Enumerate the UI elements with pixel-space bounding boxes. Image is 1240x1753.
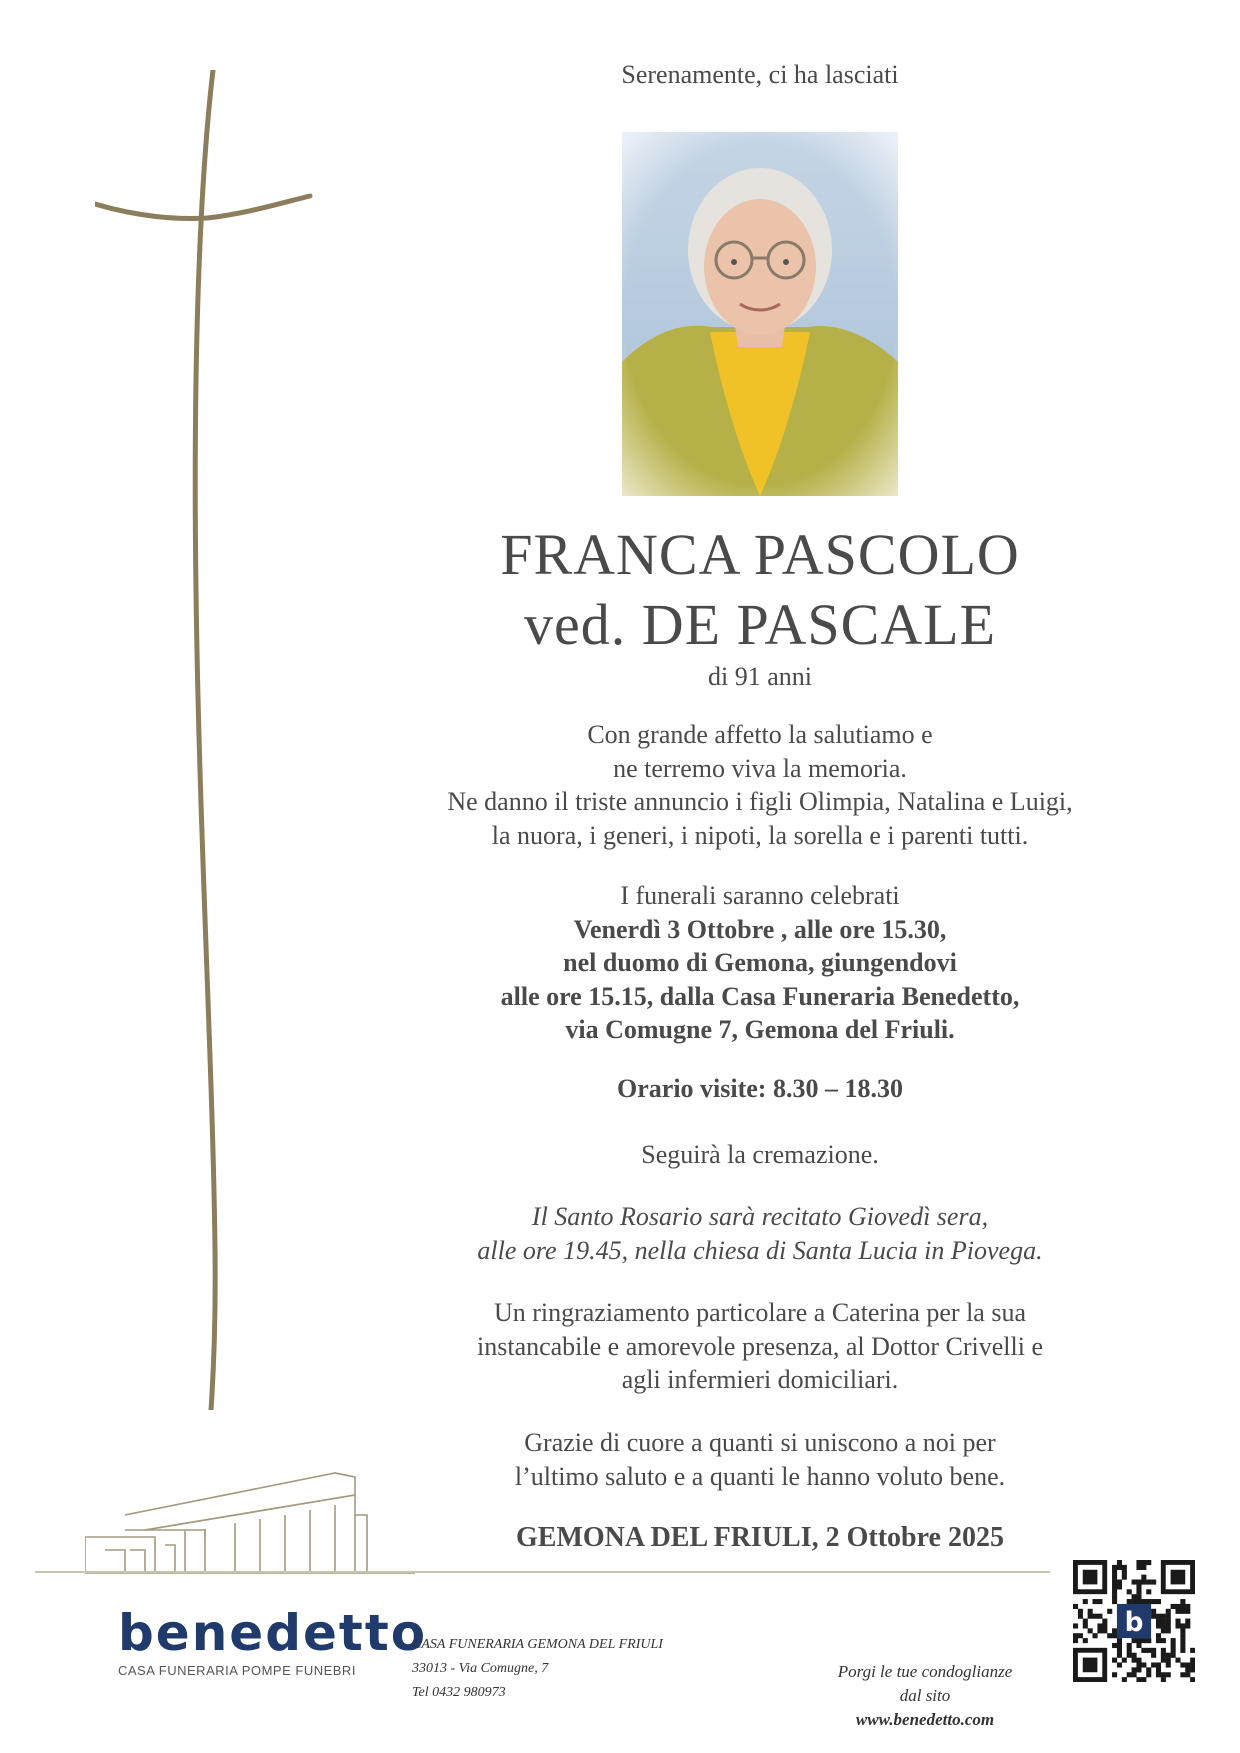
place-date: GEMONA DEL FRIULI, 2 Ottobre 2025 — [516, 1522, 1004, 1553]
condolences-prefix: dal sito — [899, 1686, 951, 1705]
deceased-name: FRANCA PASCOLO — [500, 522, 1020, 587]
divider-line — [35, 1571, 1050, 1573]
cross-icon — [95, 70, 355, 1410]
cremation-note: Seguirà la cremazione. — [641, 1140, 879, 1169]
rosary-line: Il Santo Rosario sarà recitato Giovedì sera, — [531, 1202, 989, 1231]
funeral-paragraph — [380, 879, 1140, 1047]
funeral-line: alle ore 15.15, dalla Casa Funeraria Benedetto, — [500, 981, 1020, 1011]
condolences-note — [775, 1660, 1075, 1732]
message-line: la nuora, i generi, i nipoti, la sorella e i parenti tutti. — [491, 820, 1029, 850]
portrait-photo — [622, 132, 898, 496]
funeral-home-building-drawing — [85, 1455, 415, 1590]
thanks-line: instancabile e amorevole presenza, al Dottor Crivelli e — [477, 1331, 1043, 1361]
condolences-line: Porgi le tue condoglianze — [837, 1662, 1013, 1681]
gratitude-line: l’ultimo saluto e a quanti le hanno voluto bene. — [514, 1461, 1006, 1491]
funeral-line: nel duomo di Gemona, giungendovi — [563, 948, 957, 977]
age-text: di 91 anni — [708, 662, 812, 691]
phone-line: Tel 0432 980973 — [412, 1685, 506, 1700]
message-line: Con grande affetto la salutiamo e — [587, 720, 933, 749]
thanks-paragraph — [380, 1296, 1140, 1397]
thanks-line: Un ringraziamento particolare a Caterina per la sua — [493, 1298, 1027, 1327]
logo-subtitle: CASA FUNERARIA POMPE FUNEBRI — [118, 1663, 356, 1678]
intro-text: Serenamente, ci ha lasciati — [621, 60, 899, 89]
funeral-line: Venerdì 3 Ottobre , alle ore 15.30, — [573, 914, 947, 944]
logo-wordmark: benedetto — [118, 1604, 428, 1662]
rosary-line: alle ore 19.45, nella chiesa di Santa Lucia in Piovega. — [477, 1235, 1043, 1265]
address-block — [412, 1633, 663, 1705]
deceased-widow-name: ved. DE PASCALE — [523, 592, 997, 657]
gratitude-paragraph — [380, 1426, 1140, 1493]
address-line: CASA FUNERARIA GEMONA DEL FRIULI — [412, 1637, 663, 1652]
funeral-intro: I funerali saranno celebrati — [620, 881, 900, 910]
gratitude-line: Grazie di cuore a quanti si uniscono a noi per — [524, 1428, 996, 1457]
qr-code-icon[interactable] — [1073, 1560, 1195, 1682]
benedetto-logo — [118, 1604, 428, 1678]
message-line: Ne danno il triste annuncio i figli Olimpia, Natalina e Luigi, — [447, 787, 1073, 816]
address-line: 33013 - Via Comugne, 7 — [412, 1661, 549, 1676]
message-line: ne terremo viva la memoria. — [613, 753, 907, 783]
qr-center-mark: b — [1124, 1608, 1144, 1639]
message-paragraph — [380, 718, 1140, 852]
thanks-line: agli infermieri domiciliari. — [621, 1365, 899, 1394]
website-link[interactable]: www.benedetto.com — [855, 1710, 995, 1729]
condolences-line — [775, 1684, 1075, 1732]
visiting-hours: Orario visite: 8.30 – 18.30 — [617, 1074, 903, 1103]
funeral-line: via Comugne 7, Gemona del Friuli. — [565, 1015, 955, 1044]
rosary-paragraph — [380, 1200, 1140, 1267]
